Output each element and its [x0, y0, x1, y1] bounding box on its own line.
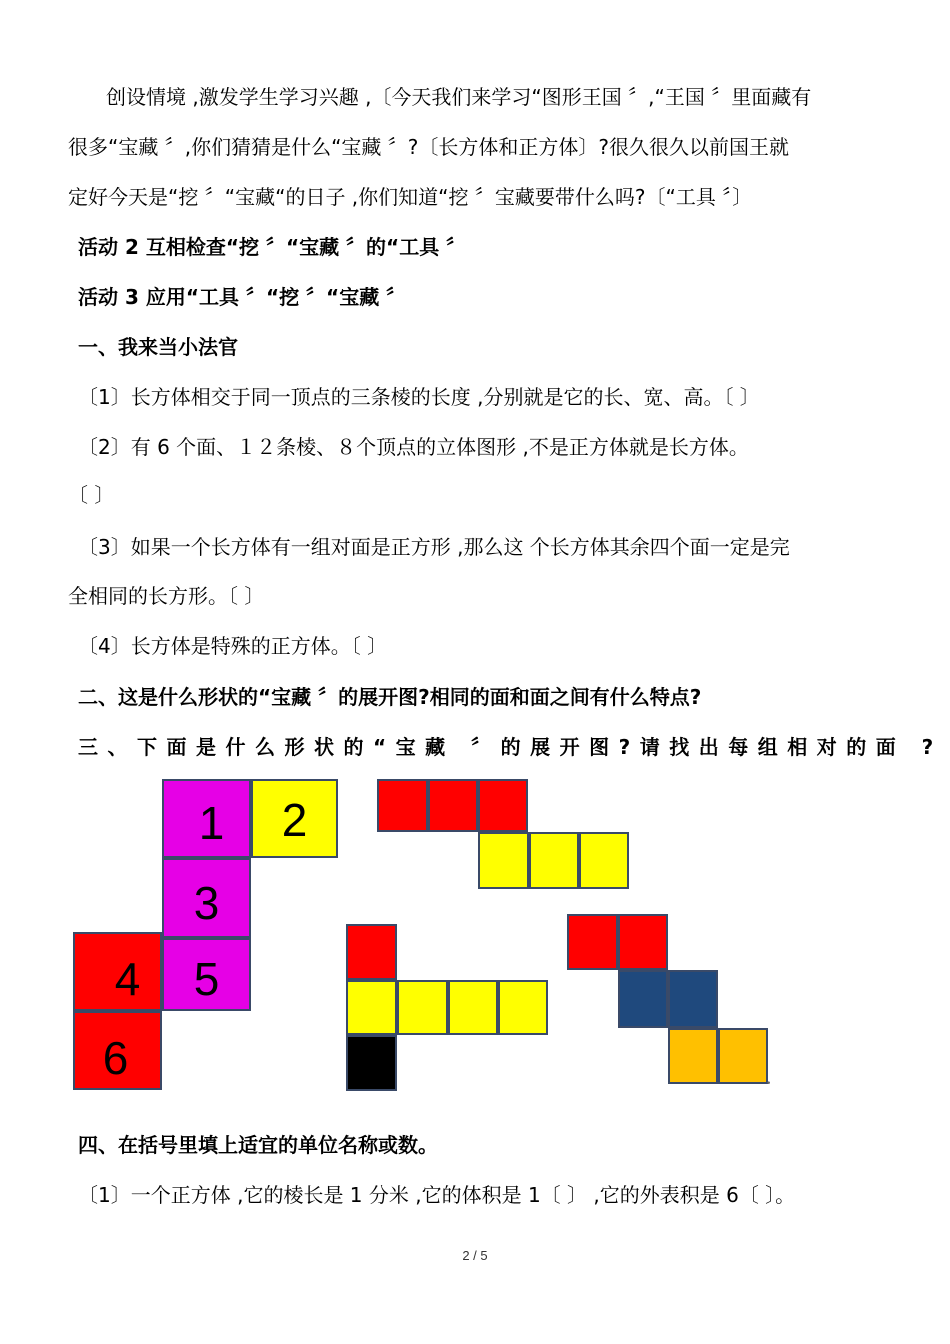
net-face	[668, 970, 718, 1028]
net-face	[478, 832, 529, 889]
section-1-title: 一、我来当小法官	[78, 335, 238, 359]
question-1-3: 〔3〕如果一个长方体有一组对面是正方形 ,那么这 个长方体其余四个面一定是完	[78, 535, 790, 559]
section-4-title: 四、在括号里填上适宜的单位名称或数。	[78, 1133, 438, 1157]
net-face	[579, 832, 629, 889]
net-face	[346, 924, 397, 980]
face-label: 4	[114, 953, 141, 1005]
net-face	[397, 980, 448, 1035]
intro-line-3: 定好今天是“挖 〞“宝藏“的日子 ,你们知道“挖 〞宝藏要带什么吗?〔“工具 〞〕	[68, 185, 753, 209]
net-face-1	[162, 779, 251, 858]
section-2-title: 二、这是什么形状的“宝藏 〞的展开图?相同的面和面之间有什么特点?	[78, 685, 702, 709]
net-face	[346, 980, 397, 1035]
activity-3-heading: 活动 3 应用“工具 〞“挖 〞“宝藏 〞	[78, 285, 407, 309]
net-face	[529, 832, 579, 889]
net-face	[498, 980, 548, 1035]
net-face	[377, 779, 428, 832]
face-label: 6	[102, 1032, 129, 1084]
activity-2-heading: 活动 2 互相检查“挖 〞“宝藏 〞的“工具 〞	[78, 235, 467, 259]
intro-line-2: 很多“宝藏 〞,你们猜猜是什么“宝藏 〞?〔长方体和正方体〕?很久很久以前国王就	[68, 135, 790, 159]
question-1-3-cont: 全相同的长方形。〔 〕	[68, 584, 265, 608]
question-4-1: 〔1〕一个正方体 ,它的棱长是 1 分米 ,它的体积是 1〔 〕 ,它的外表积是 6〔 〕。	[78, 1183, 796, 1207]
net-face	[448, 980, 498, 1035]
net-face	[478, 779, 528, 832]
face-label: 1	[198, 797, 225, 849]
net-face-2	[251, 779, 338, 858]
net-face-6	[73, 1011, 162, 1090]
net-face	[346, 1035, 397, 1091]
net-face-3	[162, 858, 251, 938]
net-face	[567, 914, 618, 970]
question-1-1: 〔1〕长方体相交于同一顶点的三条棱的长度 ,分别就是它的长、宽、高。〔 〕	[78, 385, 760, 409]
page-number: 2 / 5	[462, 1248, 488, 1263]
net-face-5	[162, 938, 251, 1011]
question-1-2: 〔2〕有 6 个面、１２条棱、８个顶点的立体图形 ,不是正方体就是长方体。	[78, 435, 749, 459]
net-face	[428, 779, 478, 832]
net-face	[618, 970, 668, 1028]
net-face	[718, 1028, 768, 1084]
net-face	[618, 914, 668, 970]
question-1-4: 〔4〕长方体是特殊的正方体。〔 〕	[78, 634, 388, 658]
question-1-2-bracket: 〔 〕	[68, 483, 115, 507]
face-label: 3	[193, 877, 220, 929]
section-3-title: 三、下面是什么形状的“宝藏 〞的展开图?请找出每组相对的面 ?	[78, 735, 943, 759]
intro-line-1: 创设情境 ,激发学生学习兴趣 ,〔今天我们来学习“图形王国 〞,“王国 〞里面藏有	[106, 85, 812, 109]
face-label: 5	[193, 953, 220, 1005]
face-label: 2	[281, 794, 308, 846]
net-face-4	[73, 932, 162, 1011]
paragraph-mark: •	[766, 1079, 772, 1089]
net-face	[668, 1028, 718, 1084]
